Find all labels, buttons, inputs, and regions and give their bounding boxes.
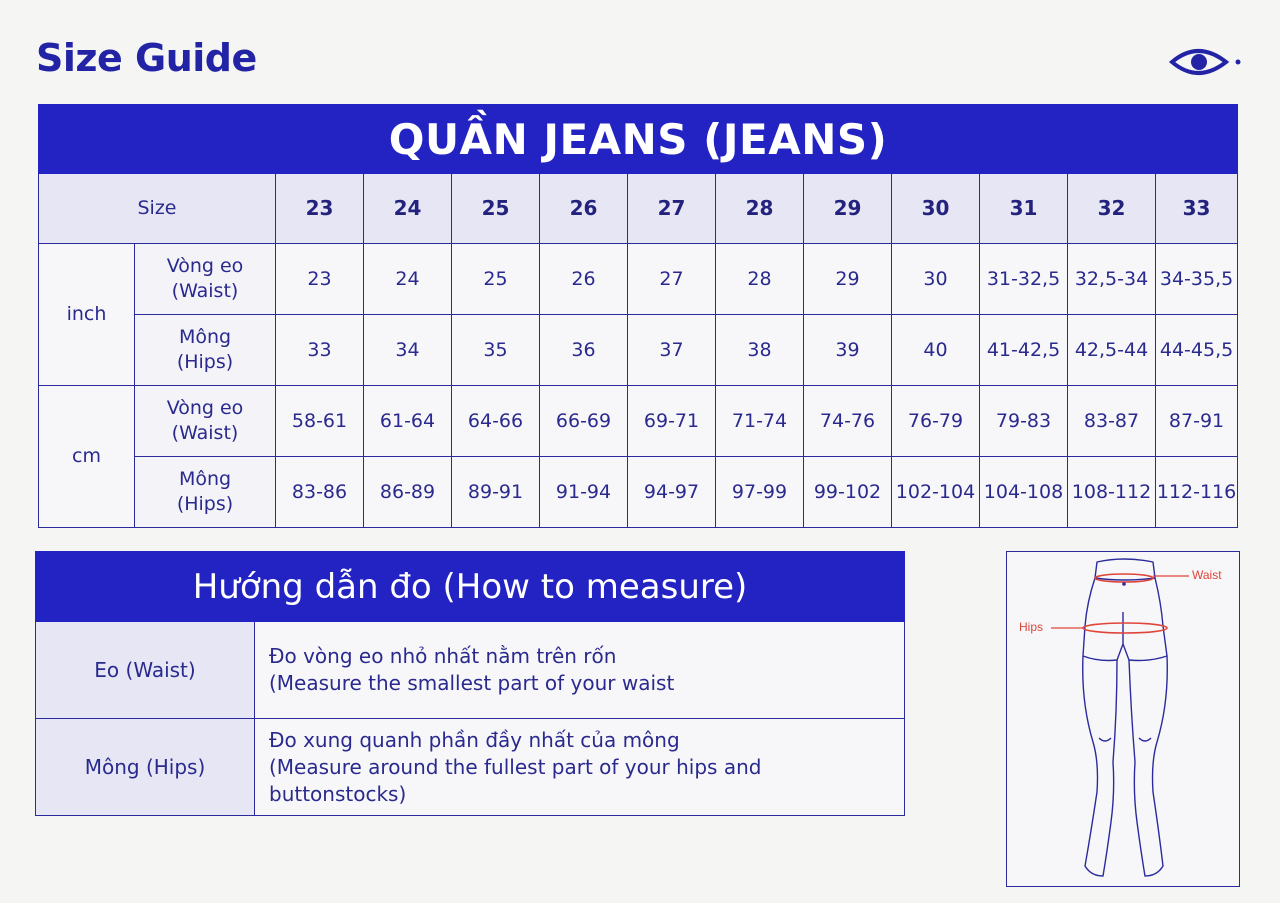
desc-line: (Measure the smallest part of your waist (269, 671, 675, 695)
value-cell: 35 (452, 315, 540, 386)
table-row (39, 315, 1238, 386)
table-row (39, 244, 1238, 315)
value-cell: 34-35,5 (1156, 244, 1238, 315)
value-cell: 87-91 (1156, 386, 1238, 457)
measure-label (135, 244, 276, 315)
value-cell: 64-66 (452, 386, 540, 457)
measure-label: Eo (Waist) (36, 622, 255, 719)
label-line: (Hips) (176, 351, 234, 373)
value-cell: 27 (628, 244, 716, 315)
waist-label: Waist (1192, 568, 1222, 582)
value-cell: 108-112 (1068, 457, 1156, 528)
value-cell: 83-86 (276, 457, 364, 528)
value-cell: 32,5-34 (1068, 244, 1156, 315)
value-cell: 24 (364, 244, 452, 315)
legs-figure-icon (1007, 552, 1241, 888)
size-cell: 29 (804, 174, 892, 244)
body-illustration (1006, 551, 1240, 887)
value-cell: 102-104 (892, 457, 980, 528)
measure-label (135, 457, 276, 528)
unit-label: cm (39, 386, 135, 528)
hips-label: Hips (1019, 620, 1044, 634)
value-cell: 26 (540, 244, 628, 315)
value-cell: 38 (716, 315, 804, 386)
measure-table (35, 551, 905, 816)
measure-label (135, 315, 276, 386)
size-cell: 27 (628, 174, 716, 244)
size-cell: 26 (540, 174, 628, 244)
label-line: Vòng eo (166, 397, 244, 419)
label-line: (Hips) (176, 493, 234, 515)
value-cell: 99-102 (804, 457, 892, 528)
value-cell: 36 (540, 315, 628, 386)
size-cell: 23 (276, 174, 364, 244)
size-cell: 32 (1068, 174, 1156, 244)
value-cell: 104-108 (980, 457, 1068, 528)
size-table (38, 104, 1238, 528)
value-cell: 112-116 (1156, 457, 1238, 528)
value-cell: 44-45,5 (1156, 315, 1238, 386)
measure-row-hips (36, 719, 905, 816)
value-cell: 30 (892, 244, 980, 315)
value-cell: 33 (276, 315, 364, 386)
value-cell: 66-69 (540, 386, 628, 457)
table-row (39, 457, 1238, 528)
value-cell: 89-91 (452, 457, 540, 528)
value-cell: 31-32,5 (980, 244, 1068, 315)
value-cell: 25 (452, 244, 540, 315)
size-cell: 24 (364, 174, 452, 244)
size-header-row (39, 174, 1238, 244)
value-cell: 86-89 (364, 457, 452, 528)
value-cell: 61-64 (364, 386, 452, 457)
value-cell: 97-99 (716, 457, 804, 528)
size-cell: 30 (892, 174, 980, 244)
label-line: Vòng eo (166, 255, 244, 277)
measure-title: Hướng dẫn đo (How to measure) (36, 552, 905, 622)
value-cell: 69-71 (628, 386, 716, 457)
label-line: Mông (178, 326, 232, 348)
value-cell: 94-97 (628, 457, 716, 528)
measure-desc (255, 622, 905, 719)
label-line: Mông (178, 468, 232, 490)
value-cell: 39 (804, 315, 892, 386)
desc-line: Đo xung quanh phần đầy nhất của mông (269, 727, 680, 752)
table-title: QUẦN JEANS (JEANS) (39, 105, 1238, 174)
unit-label: inch (39, 244, 135, 386)
value-cell: 79-83 (980, 386, 1068, 457)
value-cell: 40 (892, 315, 980, 386)
value-cell: 58-61 (276, 386, 364, 457)
measure-desc (255, 719, 905, 816)
value-cell: 23 (276, 244, 364, 315)
value-cell: 29 (804, 244, 892, 315)
measure-row-waist (36, 622, 905, 719)
measure-label: Mông (Hips) (36, 719, 255, 816)
measure-label (135, 386, 276, 457)
size-cell: 31 (980, 174, 1068, 244)
desc-line: (Measure around the fullest part of your hips and buttonstocks) (269, 754, 762, 806)
value-cell: 42,5-44 (1068, 315, 1156, 386)
size-cell: 33 (1156, 174, 1238, 244)
value-cell: 71-74 (716, 386, 804, 457)
value-cell: 37 (628, 315, 716, 386)
value-cell: 74-76 (804, 386, 892, 457)
size-label: Size (39, 174, 276, 244)
label-line: (Waist) (171, 280, 239, 302)
value-cell: 83-87 (1068, 386, 1156, 457)
size-cell: 25 (452, 174, 540, 244)
value-cell: 91-94 (540, 457, 628, 528)
desc-line: Đo vòng eo nhỏ nhất nằm trên rốn (269, 644, 617, 668)
page-title: Size Guide (36, 36, 257, 80)
eye-icon (1168, 44, 1244, 80)
value-cell: 28 (716, 244, 804, 315)
value-cell: 34 (364, 315, 452, 386)
value-cell: 41-42,5 (980, 315, 1068, 386)
label-line: (Waist) (171, 422, 239, 444)
table-row (39, 386, 1238, 457)
size-cell: 28 (716, 174, 804, 244)
value-cell: 76-79 (892, 386, 980, 457)
